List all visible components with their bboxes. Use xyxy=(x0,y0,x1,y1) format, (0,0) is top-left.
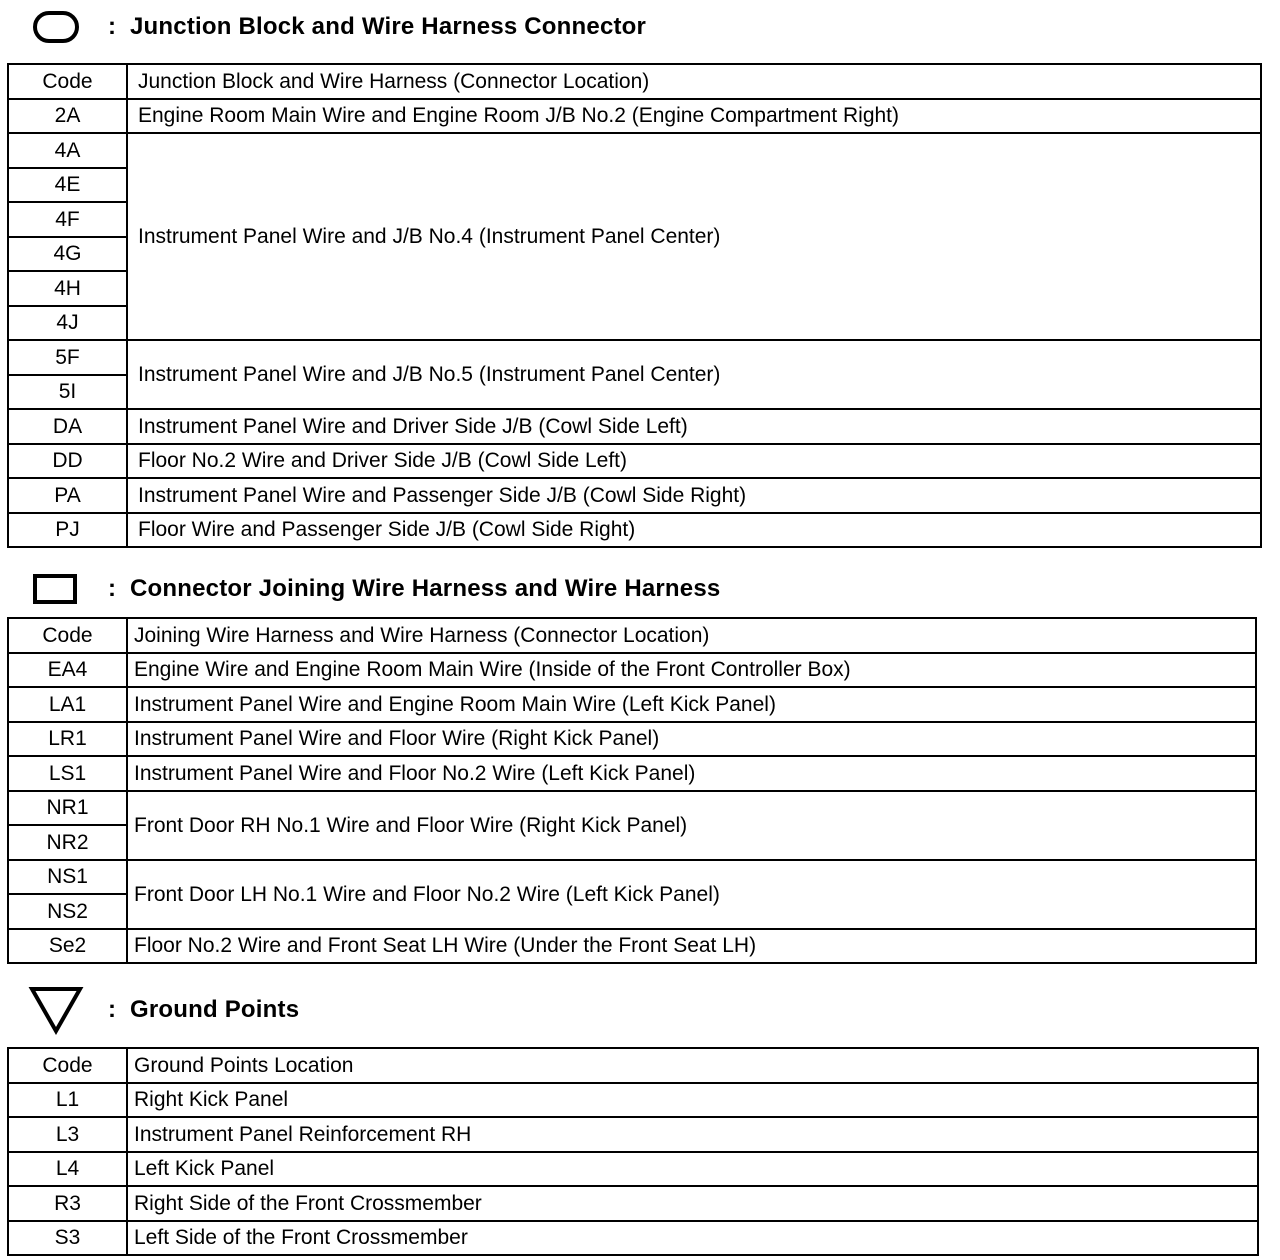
description-cell: Left Side of the Front Crossmember xyxy=(127,1221,1258,1256)
code-cell: LS1 xyxy=(8,756,127,791)
code-cell: PA xyxy=(8,478,127,513)
description-cell: Front Door LH No.1 Wire and Floor No.2 Wire (Left Kick Panel) xyxy=(127,860,1256,929)
description-cell: Left Kick Panel xyxy=(127,1152,1258,1187)
ground-points-table xyxy=(7,1047,1259,1256)
junction-block-table xyxy=(7,63,1262,548)
code-cell: NS2 xyxy=(8,894,127,929)
section-title: Junction Block and Wire Harness Connector xyxy=(130,13,647,40)
table-row xyxy=(8,409,1261,444)
description-header: Junction Block and Wire Harness (Connector Location) xyxy=(127,64,1261,99)
code-cell: L1 xyxy=(8,1083,127,1118)
description-cell: Floor No.2 Wire and Driver Side J/B (Cowl Side Left) xyxy=(127,444,1261,479)
section-title: Ground Points xyxy=(130,996,300,1023)
table-row xyxy=(8,513,1261,548)
description-cell: Instrument Panel Wire and J/B No.5 (Instrument Panel Center) xyxy=(127,340,1261,409)
code-cell: L3 xyxy=(8,1117,127,1152)
description-cell: Right Kick Panel xyxy=(127,1083,1258,1118)
table-row xyxy=(8,1083,1258,1118)
code-header: Code xyxy=(8,1048,127,1083)
description-cell: Instrument Panel Wire and Floor Wire (Right Kick Panel) xyxy=(127,722,1256,757)
section-title: Connector Joining Wire Harness and Wire Harness xyxy=(130,575,721,602)
code-cell: DD xyxy=(8,444,127,479)
code-cell: S3 xyxy=(8,1221,127,1256)
description-cell: Instrument Panel Wire and Driver Side J/B (Cowl Side Left) xyxy=(127,409,1261,444)
description-cell: Floor Wire and Passenger Side J/B (Cowl Side Right) xyxy=(127,513,1261,548)
connector-joining-table xyxy=(7,617,1257,964)
code-cell: 5F xyxy=(8,340,127,375)
code-cell: R3 xyxy=(8,1186,127,1221)
table-header-row xyxy=(8,618,1256,653)
code-cell: L4 xyxy=(8,1152,127,1187)
code-cell: EA4 xyxy=(8,653,127,688)
code-cell: NR1 xyxy=(8,791,127,826)
code-cell: NR2 xyxy=(8,825,127,860)
ground-points-heading xyxy=(28,990,299,1030)
table-row xyxy=(8,1221,1258,1256)
description-cell: Front Door RH No.1 Wire and Floor Wire (Right Kick Panel) xyxy=(127,791,1256,860)
description-cell: Instrument Panel Reinforcement RH xyxy=(127,1117,1258,1152)
code-cell: PJ xyxy=(8,513,127,548)
rectangle-icon xyxy=(28,569,84,609)
code-cell: DA xyxy=(8,409,127,444)
code-cell: 5I xyxy=(8,375,127,410)
table-row xyxy=(8,756,1256,791)
table-row xyxy=(8,478,1261,513)
description-cell: Engine Wire and Engine Room Main Wire (Inside of the Front Controller Box) xyxy=(127,653,1256,688)
code-cell: 4J xyxy=(8,306,127,341)
table-row xyxy=(8,860,1256,895)
oval-icon xyxy=(28,7,84,47)
heading-colon: : xyxy=(108,13,116,40)
code-header: Code xyxy=(8,64,127,99)
table-row xyxy=(8,1186,1258,1221)
code-cell: LR1 xyxy=(8,722,127,757)
description-cell: Engine Room Main Wire and Engine Room J/B No.2 (Engine Compartment Right) xyxy=(127,99,1261,134)
code-cell: Se2 xyxy=(8,929,127,964)
table-row xyxy=(8,340,1261,375)
code-cell: 2A xyxy=(8,99,127,134)
description-header: Joining Wire Harness and Wire Harness (Connector Location) xyxy=(127,618,1256,653)
heading-colon: : xyxy=(108,575,116,602)
table-row xyxy=(8,99,1261,134)
description-cell: Instrument Panel Wire and Passenger Side J/B (Cowl Side Right) xyxy=(127,478,1261,513)
table-header-row xyxy=(8,64,1261,99)
table-row xyxy=(8,1117,1258,1152)
description-cell: Instrument Panel Wire and J/B No.4 (Instrument Panel Center) xyxy=(127,133,1261,340)
description-cell: Right Side of the Front Crossmember xyxy=(127,1186,1258,1221)
code-cell: 4E xyxy=(8,168,127,203)
table-row xyxy=(8,722,1256,757)
triangle-down-icon xyxy=(28,990,84,1030)
table-row xyxy=(8,687,1256,722)
code-cell: 4G xyxy=(8,237,127,272)
code-cell: 4H xyxy=(8,271,127,306)
table-row xyxy=(8,133,1261,168)
code-cell: 4A xyxy=(8,133,127,168)
code-cell: 4F xyxy=(8,202,127,237)
code-cell: LA1 xyxy=(8,687,127,722)
description-cell: Instrument Panel Wire and Floor No.2 Wire (Left Kick Panel) xyxy=(127,756,1256,791)
table-row xyxy=(8,444,1261,479)
description-cell: Floor No.2 Wire and Front Seat LH Wire (Under the Front Seat LH) xyxy=(127,929,1256,964)
code-header: Code xyxy=(8,618,127,653)
connector-joining-heading xyxy=(28,569,720,609)
junction-block-heading xyxy=(28,7,646,47)
code-cell: NS1 xyxy=(8,860,127,895)
table-row xyxy=(8,653,1256,688)
description-cell: Instrument Panel Wire and Engine Room Main Wire (Left Kick Panel) xyxy=(127,687,1256,722)
table-row xyxy=(8,1152,1258,1187)
table-row xyxy=(8,929,1256,964)
heading-colon: : xyxy=(108,996,116,1023)
table-header-row xyxy=(8,1048,1258,1083)
table-row xyxy=(8,791,1256,826)
description-header: Ground Points Location xyxy=(127,1048,1258,1083)
